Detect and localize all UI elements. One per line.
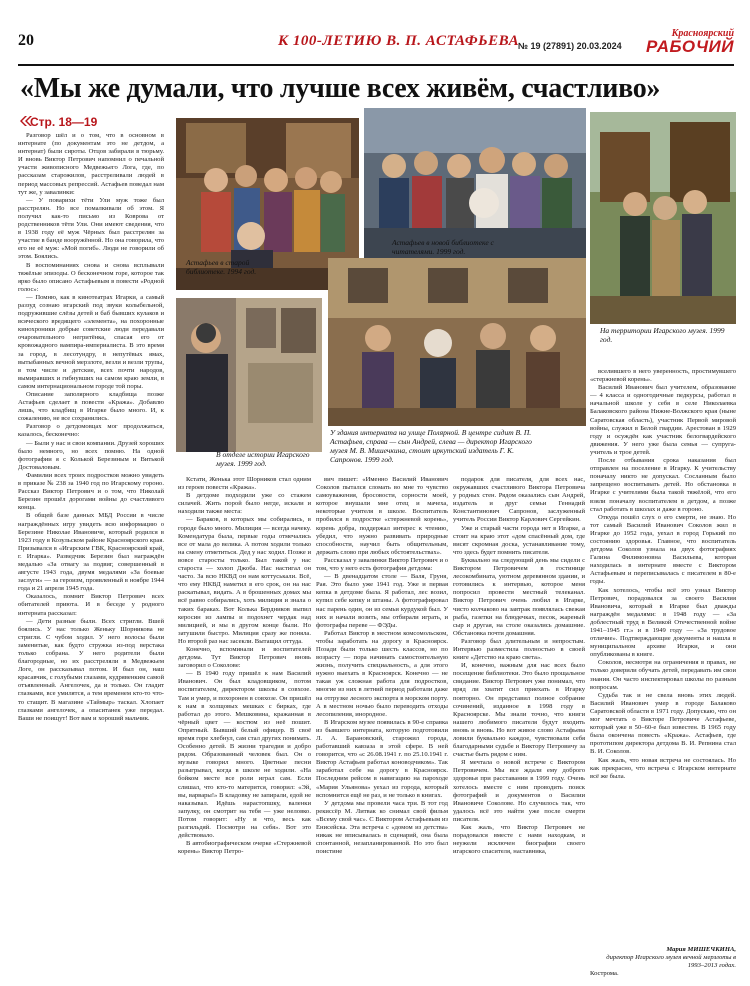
author-place: Кострома. [590,970,619,977]
issue-info: № 19 (27891) 20.03.2024 [518,41,622,51]
article-column-3 [316,476,448,976]
photo-museum-history-dept [176,298,322,452]
paragraph: Соколов, несмотря на ограничения в правах, не только доверили обучать детей, передавать им свои знания. Он часто инспектировал школы по разным вопросам. [590,659,736,691]
photo-new-library [364,108,586,258]
page-header [18,28,734,60]
paragraph: Разговор шёл и о том, что в основном в интернате (по документам это не детдом, а интернат) были сироты. Отцов забирали в тюрьму. И вновь Виктор Петрович напомнил о печальной участи живописного Медвежьего Лога, где, по рассказам старожилов, расстреливали людей в период массовых репрессий. Астафьев поведал нам тут же, у завалинки: [18,132,164,196]
article-column-5 [590,368,736,944]
photo-caption: На территории Игарского музея. 1999 год. [600,326,725,344]
photo-caption: Астафьев в новой библиотеке с читателями. 1999 год. [392,238,494,256]
paragraph: Фамилии всех троих подростков можно увидеть в приказе № 238 за 1940 год по Игарскому гороно. Рассказ Виктор Петрович и о том, что Николай Березин прошёл дорогами войны до счастливого конца. [18,471,164,512]
photo-caption: Астафьев в старой библиотеке. 1994 год. [186,258,257,276]
article-column-1 [18,132,164,972]
paragraph: Описание заполярного кладбища позже Астафьев сделает в повести «Кража». Добавлю лишь, что кладбищ в Игарке было много. И, к сожалению, не все сохранились. [18,391,164,423]
article-column-2 [178,476,311,976]
logo-bottom-text: РАБОЧИЙ [646,37,734,56]
paragraph: — В двенадцатом столе — Валя, Груня, Рая. Это было уже 1941 год. Уже и первая кепка в детдоме была. Я работал, лес возил, купил себе кепку и штаны. А фотографировал нас парень один, он из семьи курдукой был. У них и начали возить, мы отбирали играть, и фотографы переве — ФЭДы. [316,573,448,629]
paragraph: — Бараков, в которых мы собирались, в городе было много. Милиция — всегда начеку. Комендатура была, первые годы отмечались все от мала до велика. А потом ходили только на смену отметиться. Дед у нас ходил. Позже и вовсе старосты только. Был такой у нас староста — холоп Джоба. Нас настигал он часто. За всю НКВД он нам коттуськали. Всё, что ему НКВД наметил в его срок, он на нас раскатывал, видать. А в брошенных домах мы всё равно собирались, хоть милиция и знала о таких бараках. Вот Колька Бердников выпил керосин из лампы и подохнет чердак над милицией, и мы в другом конце были. Но затушили быстро. Милиция сразу же поняла. Но второй раз нас засекли. Вытащил оттуда. [178,516,311,645]
paragraph: — У поварихи тёти Ули муж тоже был расстрелян. Но все помалкивали об этом. Я получил как-то письмо из Коврова от родственников тёти Ули. Они имеют сведения, что в 1938 году её муж Чёрных был расстрелян за участие в банде вооружённой. Но она говорила, что его не её муж: «Мой погиб». Люди не говорили об этом. Боялись. [18,196,164,261]
photo-caption: У здания интерната на улице Полярной. В центре сидит В. П. Астафьев, справа — сын Андрей, слева — директор Игарского музея М. В. Мишечкина, стоит иркутский издатель Г. К. Сапронов. 1999 год. [330,428,532,464]
author-role: директор Игарского музея вечной мерзлоты в 1993–2013 годах. [606,954,736,969]
paragraph: В детдоме подходили уже со стажем силачей. Жить порой было негде, искали и находили также места: [178,492,311,516]
paragraph: Откуда пошёл слух о его смерти, не знаю. Но тот самый Василий Иванович Соколов жил в Игарке до 1952 года, уехал в город Горький по состоянию здоровья. Главное, что воспитатель детдома Соколов узнала на двух фотографиях Галина Филимоновна Васильева, которая находилась в интернате вместе с Виктором Астафьевым и переписывалась с писателем в 80-е годы. [590,513,736,586]
paragraph: Конечно, вспоминали и воспитателей детдома. Тут Виктор Петрович вновь заговорил о Соколове: [178,645,311,670]
paragraph: Судьба так и не свела вновь этих людей. Василий Иванович умер в городе Балаково Саратовской области в 1971 году. Допускаю, что он мог мечтать о Викторе Петровиче Астафьеве, который уже в 50–60-е был известен. В 1965 году была окончена повесть «Кража». Астафьев, где прототипом директора детдома В. И. Репнина стал В. И. Соколов. [590,691,736,756]
paragraph: В автобиографическом очерке «Стержневой корень» Виктор Петро- [178,840,311,856]
paragraph: И, конечно, важным для нас всех было посещение библиотеки. Это было прощальное свидание. Виктор Петрович уже понимал, что вряд ли хватит сил приехать в Игарку повторно. Он представил полное собрание сочинений, изданное в 1998 году в Красноярске. Мы знали точно, что книги нашего любимого писателя будут входить вновь и вновь. Но вот живое слово Астафьева ловили буквально каждое, чувствовали себя благодарными судьбе и Виктору Петровичу за счастье быть рядом с ним. [453,662,585,759]
paragraph: В Игарском музее появилась в 90-е справка из бывшего интерната, которую подготовили Л. А. Барановский, старожил города, работавший кавзаза в этой сфере. В ней говорится, что «с 26.08.1941 г. по 25.10.1941 г. Виктор Астафьев работал коноводчиком». Так заработал себе на дорогу в Красноярск. Последним рейсом в навигацию на пароходе «Мария Ульянова» уехал из города, который вспомнится ещё не раз, и не только в книгах. [316,718,448,799]
paragraph: Разговор о детдомовцах мог продолжаться, казалось, бесконечно: [18,423,164,439]
paragraph: вич пишет: «Именно Василий Иванович Соколов пытался сломать во мне то чувство самоуважения, бросовости, сорности моей, которое внушали мне отец и мачеха, некоторые учителя в школе. Воспитатель пробился в подростке «стержневой корень», корень добра, поддержал интерес к чтению, убедил, что нужно развивать природные способности, научил быть общительным, держать слово при любых обстоятельствах». [316,476,448,556]
paragraph: Уже и старый части города нет в Игарке, а стоит на краю этот «дом спасённый дом, где висят скромная доска, устанавливание тому, что здесь будет помнить писателя. [453,524,585,556]
logo-top-text: Красноярский [671,28,734,39]
paragraph: — Помню, как в кинотеатрах Игарки, а самый раззуд сознаю игарский под звуки колыбельной, подружившие слёзы детей и баб бывших кулаков и всяческого вредящего «элемента», на похоронные кинохроники добрые советские люди передавали очаровательного негритёнка, спасая его от кровожадного вампира-империалиста. В это время за город, в лесотундру, в непутёвых ямах, вытыбанных вечной мерзлоте, везли и везли трупы, в том числе и детские, всех почти народов, вымиравших и гибнувших на самом краю земли, в самом интернациональном городе той поры. [18,293,164,390]
paragraph: Как хотелось, чтобы всё это узнал Виктор Петрович, порадовался за своего Василия Ивановича, который в Игарке был дважды награждён медалями: в 1948 году — «За доблестный труд в Великой Отечественной войне 1941–1945 гг.» и в 1949 году — «За трудовое отличие». Подтверждающие документы и нашла в муниципальном архиве Игарки, и они опубликованы в книге. [590,586,736,659]
paragraph: Разговор был длительным и непростым. Интервью разместила полностью в своей книге «Детство на краю света». [453,637,585,662]
newspaper-logo [624,28,734,60]
paragraph: В общей базе данных МБД России в числе награждённых игру увидеть всю информацию о Березине Николае Ивановиче, который родился в 1923 году в Козульском районе Красноярского края. Призывался в «Игарским ГВК, Красноярский край, г. Игарка». Разведчик Березин был награждён медалью «За отвагу за подвиг, совершенный в августе 1943 года, двумя медалями «За боевые заслуги» — за героизм, проявленный в ноябре 1944 года и 21 апреля 1945 года. [18,512,164,593]
paragraph: вселившего в него уверенность, простимувшего «стержневой корень». [590,368,736,384]
paragraph: Как жаль, что новая встреча не состоялась. Но как прекрасно, что встреча с Игарском интернате всё же была. [590,756,736,780]
paragraph: — Дети разные были. Всех стригли. Вшей боялись. У нас только Женьку Шорникова не стригли. С чубом ходил. У него волосы были заменитые, как будто стружка из-под верстака только собрана. У него родители были благородные, но их расстреляли в Медвежьем Логе, он рассказывал потом. И был он, наш красавчик, с голубыми глазами, кудрявенким самой отъявленный. Ангелочек, да и только. Он гладит глазками, все умилятся, а тем временем кто-то что-то стащит. В магазине «Таймыр» таскал. Хлопает глазками ангелочек, а опаситанек уже передал. Ваши не поищут! Вот вам и хороший мальчик. [18,617,164,722]
page-number: 20 [18,32,34,49]
paragraph: Буквально на следующий день мы сидели с Виктором Петровичем в гостинице лесокомбината, уютном деревянном здании, и готовились к интервью, которое меня попросил провести местный телеканал. Виктор Петрович очень любил в Игарке, чисто колчаково на завтрак появлялась свежая рыба, газетки на блюдечках, песок, жареный сыр и другая, на столе оказались домашние. Обстановка почти домашняя. [453,556,585,637]
paragraph: Кстати, Женька этот Шорников стал одним из героев повести «Кража». [178,476,311,492]
photo-internat-building [328,258,586,426]
paragraph: Оказалось, помнит Виктор Петрович всех обитателей приюта. И в беседе у родного интерната рассказал: [18,593,164,617]
article-column-4 [453,476,585,976]
paragraph: В воспоминаниях снова и снова всплывали тяжёлые эпизоды. О бесконечном горе, которое так ярко было описано Астафьевым в повести «Родной голос»: [18,261,164,293]
paragraph: — Были у нас и свои компании. Друзей хороших было немного, но всех помню. На одной фотографии я с Колькой Березиным и Витькой Достоваловым. [18,439,164,471]
paragraph: подарок для писателя, для всех нас, окружавших счастливого Виктора Петровича у родных стен. Рядом оказались сын Андрей, издатель и друг семьи Геннадий Константинович Сапронов, заслуженный учитель России Виктор Карлович Сергейкин. [453,476,585,524]
paragraph: Работал Виктор в местном комсомольском, чтобы заработать на дорогу в Красноярск. Позади были только шесть классов, но по возрасту — пора начинать самостоятельную жизнь, получить специальность, а для этого нужно выехать в Красноярск. Конечно — не такая уж сложная работа для подростков, многие из них в летний период работали даже на отгрузке лесного экспорта в морском порту. А в местном ночью было переводить отходы лесопиления, инородное. [316,629,448,718]
header-divider [18,64,734,66]
author-signature [590,946,736,978]
paragraph: У детдома мы провели часа три. В тот год рекиссёр М. Литвак ко снимал свой фильм «Всему свой час». С Виктором Астафьевым из Енисейска. Эта встреча с «домом из детства» никак не вписывалась в сценарий, она была спонтанной, незапланированной. Но это был поистине [316,799,448,856]
author-name: Мария МИШЕЧКИНА, [666,946,736,953]
paragraph: После отбывания срока наказания был отправлен на поселение в Игарку. К учительству поначалу никто не допускал. Сосланным было запрещено воспитывать детей. Но обстановка в Игарке с учителями была такой тяжёлой, что его взяли поначалу воспитателем в детдом, а позже стал работать в школах и даже в гороно. [590,457,736,513]
paragraph: Как жаль, что Виктор Петрович не порадовался вместе с нами находкам, и неужели исключен биографии своего игарского спасителя, наставника, [453,824,585,856]
continuation-link[interactable]: Стр. 18—19 [30,115,98,129]
paragraph: Рассказал у завалинки Виктор Петрович и о том, что у него есть фотография детдома: [316,556,448,573]
paragraph: Я мечтала о новой встрече с Виктором Петровичем. Мы все ждали ему доброго здоровья при расставании в 1999 году. Очень хотелось вместе с ним проводить поиск фотографий и документов о Василии Ивановиче Соколове. Но случилось так, что удалось всё это найти уже после смерти писателя. [453,759,585,823]
paragraph: Василий Иванович был учителем, образование — 4 класса и одногодичные педкурсы, работал в начальной школе у себя в селе Николаевка Балаковского района Нижне-Волжского края (ныне Саратовская область), участник Первой мировой войны, служил в Белой гвардии. Арестован в 1929 году и осуждён как участник белогвардейского движения. У него уже была семья — супруга-учитель и трое детей. [590,384,736,456]
photo-museum-territory [590,112,736,324]
paragraph: — В 1940 году пришёл к нам Василий Иванович. Он был кладовщиком, потом воспитателем, директором школы в совхозе. Там и умер, и похоронен в совхозе. Он пришёл к нам в холщовых мешках с бирках, где работал до этого. Мешковина, кражанная в чёрный цвет — костюм из неё пошит. Опрятный. Бывший белый офицер. В своё время горе хлебнул, сам стал других понимать. Особенно детей. В жизни трагедия и добро рядом. Образованный человек был. Он о музыке говорил много. Цветные песни разыгрывал, когда в школе не ходили. «На бойком месте все роли играл сам. Если слишал, что кто-то матерится, говорил: «Эй, вы, варвары!» В кладовку не запирали, едой не наказывал. Идёшь нарастопшку, валенки запулку, он смотрит на тебя — уже неловко. Потом говорит: «Ну и что, весь как разгильдяй. Посмотри на себя». Вот это действовало. [178,670,311,840]
section-rubric: К 100-ЛЕТИЮ В. П. АСТАФЬЕВА [278,33,520,49]
article-headline: «Мы же думали, что лучше всех живём, счастливо» [20,73,661,104]
photo-caption: В отделе истории Игарского музея. 1999 год. [216,450,310,468]
